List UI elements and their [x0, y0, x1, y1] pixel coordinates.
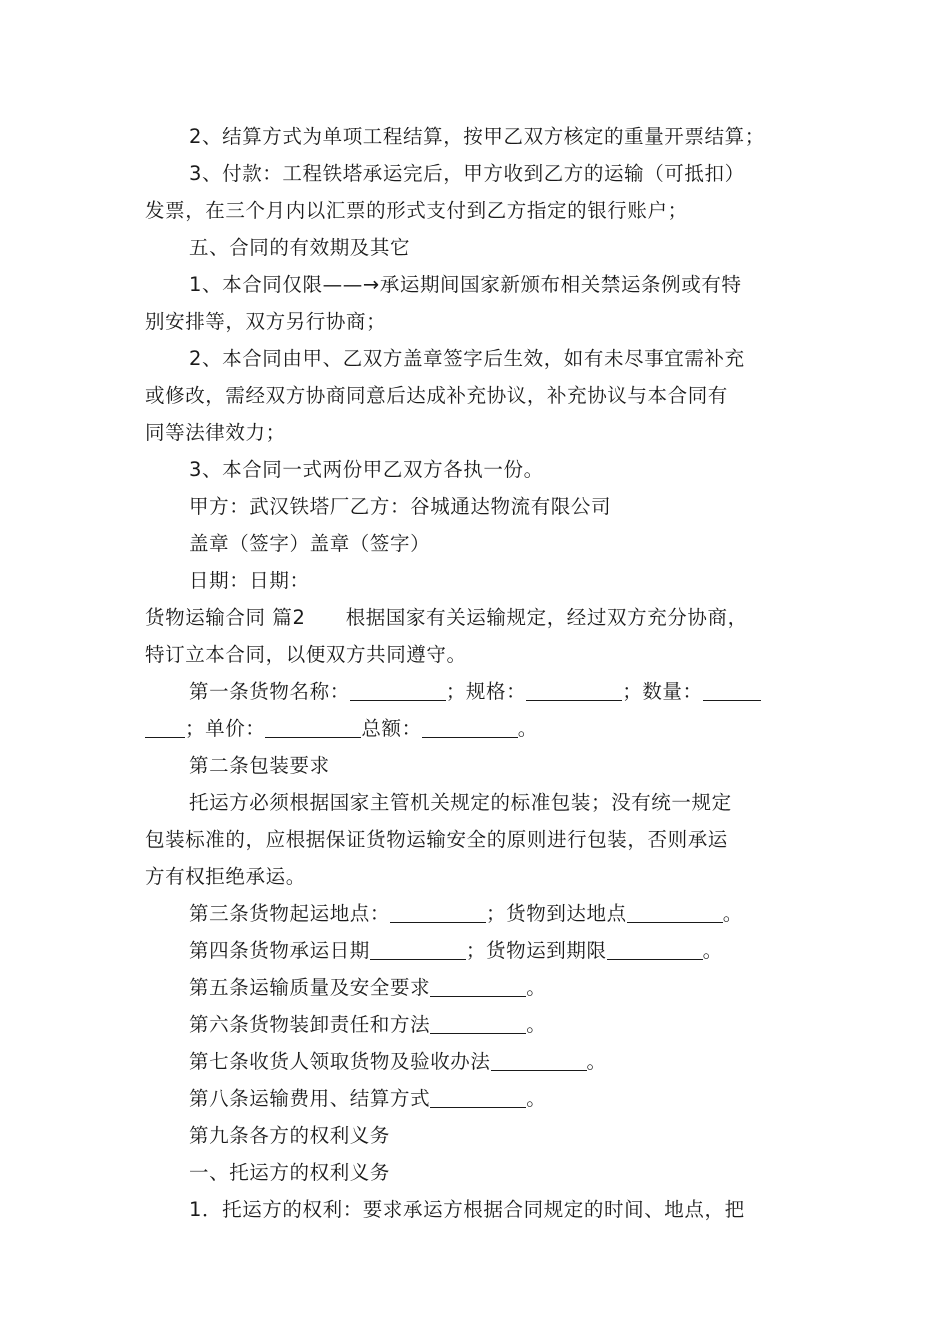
quantity-blank-start — [703, 680, 761, 701]
unit-price-blank — [265, 717, 361, 738]
text-line: 特订立本合同，以便双方共同遵守。 — [145, 643, 467, 666]
text-line: 别安排等，双方另行协商； — [145, 310, 387, 333]
article-3-line: 第三条货物起运地点： ；货物到达地点 。 — [189, 902, 743, 925]
article-6-line: 第六条货物装卸责任和方法 。 — [189, 1013, 547, 1036]
text-line: 1．托运方的权利：要求承运方根据合同规定的时间、地点，把 — [189, 1198, 745, 1221]
text-line: 方有权拒绝承运。 — [145, 865, 306, 888]
text-line: 1、本合同仅限——→承运期间国家新颁布相关禁运条例或有特 — [189, 273, 742, 296]
seal-line: 盖章（签字）盖章（签字） — [189, 532, 431, 555]
article-4-line: 第四条货物承运日期 ；货物运到期限 。 — [189, 939, 723, 962]
text-line: 包装标准的，应根据保证货物运输安全的原则进行包装，否则承运 — [145, 828, 728, 851]
ship-date-blank — [370, 939, 466, 960]
article-5-line: 第五条运输质量及安全要求 。 — [189, 976, 547, 999]
contract-title-line: 货物运输合同 篇2 根据国家有关运输规定，经过双方充分协商， — [145, 606, 748, 629]
article-8-line: 第八条运输费用、结算方式 。 — [189, 1087, 547, 1110]
section-1-title: 一、托运方的权利义务 — [189, 1161, 391, 1184]
text-line: 3、本合同一式两份甲乙双方各执一份。 — [189, 458, 544, 481]
text-line: 或修改，需经双方协商同意后达成补充协议，补充协议与本合同有 — [145, 384, 728, 407]
fee-blank — [430, 1087, 526, 1108]
acceptance-blank — [491, 1050, 587, 1071]
article-9-title: 第九条各方的权利义务 — [189, 1124, 391, 1147]
date-line: 日期：日期： — [189, 569, 310, 592]
goods-name-blank — [350, 680, 446, 701]
text-line: 同等法律效力； — [145, 421, 286, 444]
loading-blank — [430, 1013, 526, 1034]
party-names: 甲方：武汉铁塔厂乙方：谷城通达物流有限公司 — [189, 495, 612, 518]
deadline-blank — [607, 939, 703, 960]
section-heading: 五、合同的有效期及其它 — [189, 236, 411, 259]
quality-blank — [430, 976, 526, 997]
text-line: 3、付款：工程铁塔承运完后，甲方收到乙方的运输（可抵扣） — [189, 162, 745, 185]
total-blank — [422, 717, 518, 738]
text-line: 2、结算方式为单项工程结算，按甲乙双方核定的重量开票结算； — [189, 125, 765, 148]
destination-blank — [627, 902, 723, 923]
text-line: 2、本合同由甲、乙双方盖章签字后生效，如有未尽事宜需补充 — [189, 347, 745, 370]
text-line: 托运方必须根据国家主管机关规定的标准包装；没有统一规定 — [189, 791, 732, 814]
spec-blank — [526, 680, 622, 701]
origin-blank — [390, 902, 486, 923]
article-1-line: 第一条货物名称： ；规格： ；数量： — [145, 673, 810, 710]
quantity-blank-end — [145, 717, 185, 738]
contract-text — [145, 118, 810, 1228]
article-2-title: 第二条包装要求 — [189, 754, 330, 777]
text-line: 发票，在三个月内以汇票的形式支付到乙方指定的银行账户； — [145, 199, 688, 222]
article-7-line: 第七条收货人领取货物及验收办法 。 — [189, 1050, 607, 1073]
article-1-line-2: ；单价： 总额： 。 — [145, 710, 810, 747]
